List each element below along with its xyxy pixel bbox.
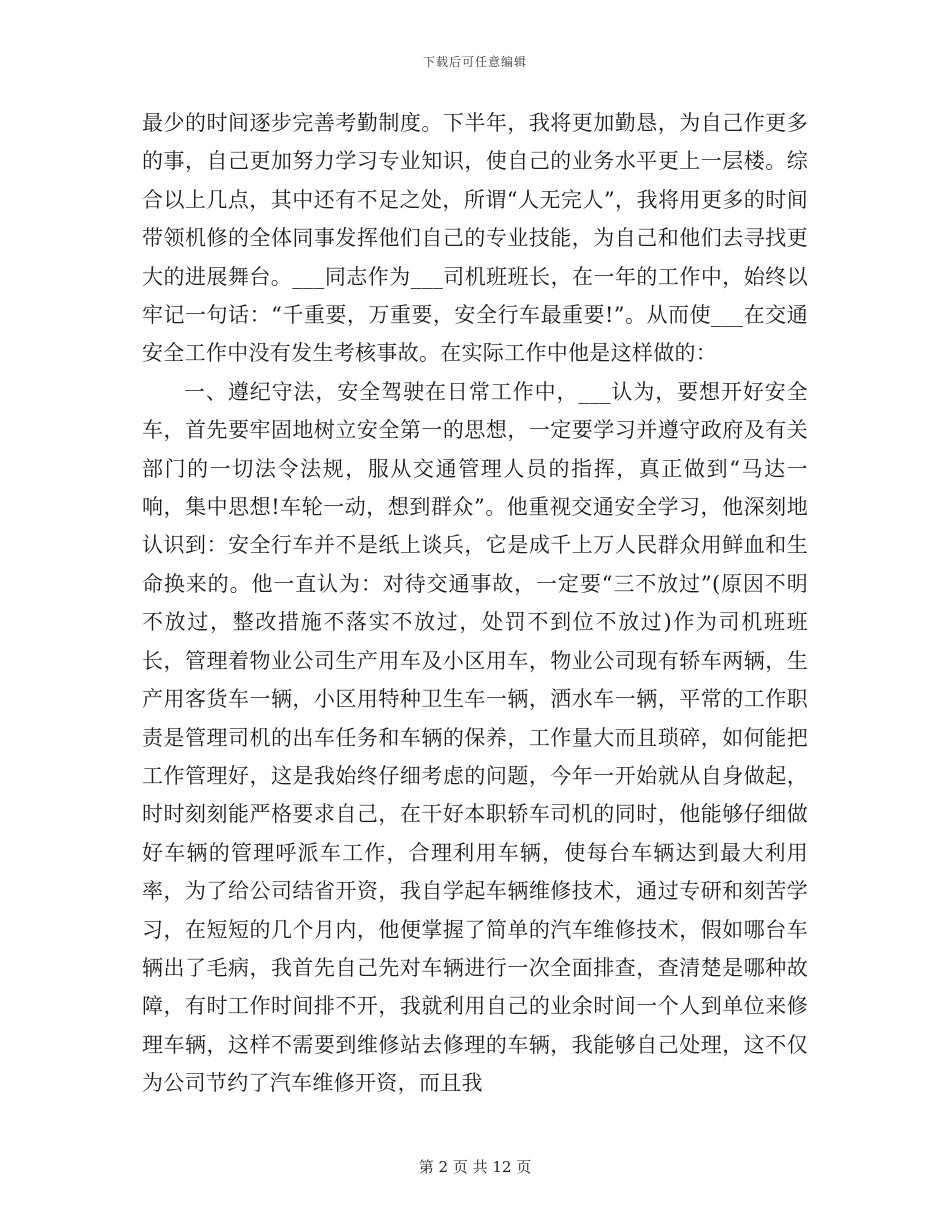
page-number: 第 2 页 共 12 页 — [418, 1158, 532, 1176]
page-header: 下载后可任意编辑 — [422, 55, 527, 69]
document-body — [142, 104, 808, 1103]
body-paragraph: 最少的时间逐步完善考勤制度。下半年，我将更加勤恳，为自己作更多的事，自己更加努力学习专业知识，使自己的业务水平更上一层楼。综合以上几点，其中还有不足之处，所谓“人无完人”，我将用更多的时间带领机修的全体同事发挥他们自己的专业技能，为自己和他们去寻找更大的进展舞台。___同志作为___司机班班长，在一年的工作中，始终以牢记一句话：“千重要，万重要，安全行车最重要!”。从而使___在交通安全工作中没有发生考核事故。在实际工作中他是这样做的： — [142, 111, 808, 366]
body-paragraph: 一、遵纪守法，安全驾驶在日常工作中，___认为，要想开好安全车，首先要牢固地树立安全第一的思想，一定要学习并遵守政府及有关部门的一切法令法规，服从交通管理人员的指挥，真正做到“马达一响，集中思想!车轮一动，想到群众”。他重视交通安全学习，他深刻地认识到：安全行车并不是纸上谈兵，它是成千上万人民群众用鲜血和生命换来的。他一直认为：对待交通事故，一定要“三不放过”(原因不明不放过，整改措施不落实不放过，处罚不到位不放过)作为司机班班长，管理着物业公司生产用车及小区用车，物业公司现有轿车两辆，生产用客货车一辆，小区用特种卫生车一辆，洒水车一辆，平常的工作职责是管理司机的出车任务和车辆的保养，工作量大而且琐碎，如何能把工作管理好，这是我始终仔细考虑的问题，今年一开始就从自身做起，时时刻刻能严格要求自己，在干好本职轿车司机的同时，他能够仔细做好车辆的管理呼派车工作，合理利用车辆，使每台车辆达到最大利用率，为了给公司结省开资，我自学起车辆维修技术，通过专研和刻苦学习，在短短的几个月内，他便掌握了简单的汽车维修技术，假如哪台车辆出了毛病，我首先自己先对车辆进行一次全面排查，查清楚是哪种故障，有时工作时间排不开，我就利用自己的业余时间一个人到单位来修理车辆，这样不需要到维修站去修理的车辆，我能够自己处理，这不仅为公司节约了汽车维修开资，而且我 — [142, 379, 808, 1096]
